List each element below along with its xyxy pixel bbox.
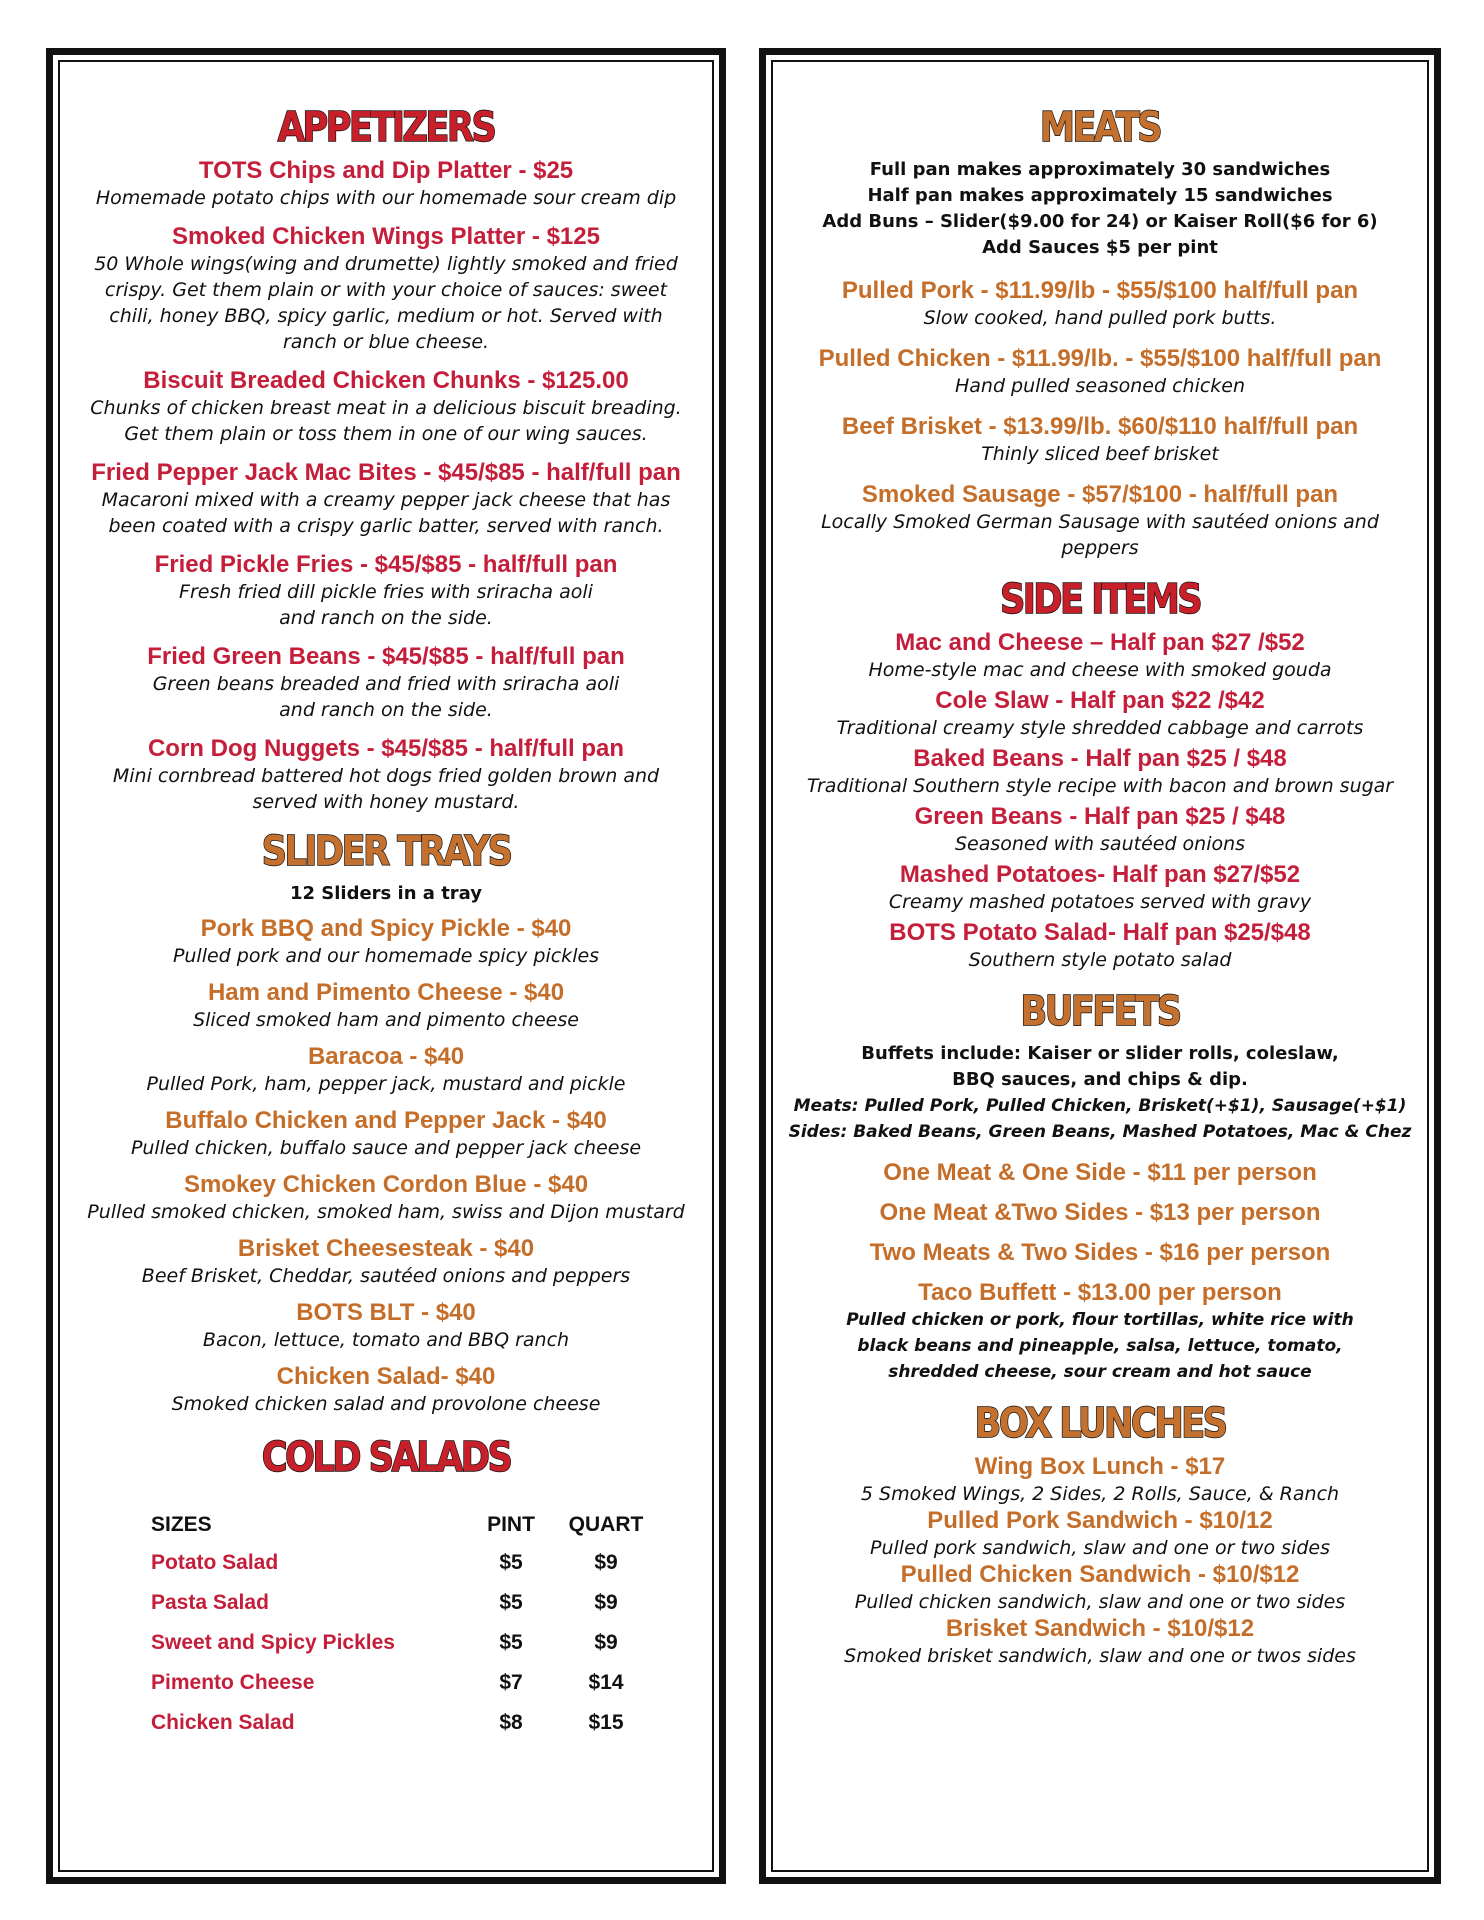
list-item	[788, 803, 1412, 857]
table-row	[151, 1543, 651, 1583]
item-name: Wing Box Lunch - $17	[974, 1453, 1226, 1480]
item-name: Pork BBQ and Spicy Pickle - $40	[200, 915, 572, 942]
buffets-list	[788, 1159, 1412, 1267]
list-item	[75, 1107, 697, 1161]
list-item	[788, 345, 1412, 399]
item-name: Fried Green Beans - $45/$85 - half/full pan	[147, 643, 625, 670]
side-items-title: SIDE ITEMS	[999, 575, 1201, 623]
item-description: Pulled pork sandwich, slaw and one or two sides	[870, 1537, 1330, 1559]
item-name: BOTS BLT - $40	[296, 1299, 476, 1326]
pint-price: $7	[499, 1671, 523, 1694]
list-item	[788, 277, 1412, 331]
list-item	[788, 861, 1412, 915]
item-description: 50 Whole wings(wing and drumette) lightly smoked and fried crispy. Get them plain or with your choice of sauces: sweet chili, honey BBQ, spicy garlic, medium or hot. Served with ranch or blue cheese.	[94, 253, 678, 353]
list-item	[788, 1453, 1412, 1507]
table-header-row	[151, 1507, 651, 1543]
slider-trays-note: 12 Sliders in a tray	[289, 883, 483, 904]
item-description: Smoked chicken salad and provolone cheese	[171, 1393, 601, 1415]
item-description: Locally Smoked German Sausage with sautéed onions and peppers	[821, 511, 1379, 559]
meats-title: MEATS	[1039, 103, 1161, 151]
quart-price: $14	[588, 1671, 624, 1694]
list-item	[75, 459, 697, 539]
item-description: Hand pulled seasoned chicken	[954, 375, 1246, 397]
meats-list	[788, 277, 1412, 561]
list-item	[788, 745, 1412, 799]
quart-price: $9	[594, 1631, 618, 1654]
item-name: Pulled Chicken - $11.99/lb. - $55/$100 half/full pan	[818, 345, 1382, 372]
item-name: Brisket Cheesesteak - $40	[237, 1235, 535, 1262]
item-description: Thinly sliced beef brisket	[981, 443, 1219, 465]
item-name: Mashed Potatoes- Half pan $27/$52	[899, 861, 1301, 888]
list-item	[788, 1159, 1412, 1187]
right-menu-panel	[759, 48, 1441, 1884]
list-item	[75, 1043, 697, 1097]
list-item	[75, 1299, 697, 1353]
item-name: Beef Brisket - $13.99/lb. $60/$110 half/full pan	[841, 413, 1359, 440]
item-name: One Meat &Two Sides - $13 per person	[879, 1199, 1321, 1226]
pint-price: $5	[499, 1551, 523, 1574]
item-name: Two Meats & Two Sides - $16 per person	[869, 1239, 1331, 1266]
pint-price: $5	[499, 1591, 523, 1614]
item-description: Pulled pork and our homemade spicy pickles	[172, 945, 600, 967]
item-description: Macaroni mixed with a creamy pepper jack cheese that has been coated with a crispy garlic batter, served with ranch.	[101, 489, 671, 537]
list-item	[75, 551, 697, 631]
salad-name: Sweet and Spicy Pickles	[151, 1631, 395, 1654]
item-name: TOTS Chips and Dip Platter - $25	[198, 157, 574, 184]
list-item	[788, 1239, 1412, 1267]
table-row	[151, 1703, 651, 1743]
side-items-list	[788, 629, 1412, 973]
item-name: Brisket Sandwich - $10/$12	[945, 1615, 1255, 1642]
item-description: Chunks of chicken breast meat in a delicious biscuit breading. Get them plain or toss them in one of our wing sauces.	[90, 397, 682, 445]
table-row	[151, 1583, 651, 1623]
cold-salads-title: COLD SALADS	[261, 1433, 511, 1481]
box-lunches-list	[788, 1453, 1412, 1669]
list-item	[75, 1235, 697, 1289]
slider-trays-list	[75, 915, 697, 1417]
slider-trays-title: SLIDER TRAYS	[261, 827, 511, 875]
item-description: Pulled chicken, buffalo sauce and pepper jack cheese	[130, 1137, 642, 1159]
list-item	[788, 1615, 1412, 1669]
list-item	[75, 643, 697, 723]
col-sizes-header: SIZES	[151, 1513, 212, 1536]
list-item	[788, 1561, 1412, 1615]
item-name: Fried Pepper Jack Mac Bites - $45/$85 - half/full pan	[91, 459, 681, 486]
item-name: Mac and Cheese – Half pan $27 /$52	[895, 629, 1305, 656]
item-description: Mini cornbread battered hot dogs fried golden brown and served with honey mustard.	[112, 765, 660, 813]
buffets-meats-sides: Meats: Pulled Pork, Pulled Chicken, Brisket(+$1), Sausage(+$1) Sides: Baked Beans, Green Beans, Mashed Potatoes, Mac & Chez	[788, 1096, 1412, 1142]
item-description: Fresh fried dill pickle fries with sriracha aoli and ranch on the side.	[179, 581, 593, 629]
item-name: Baked Beans - Half pan $25 / $48	[913, 745, 1287, 772]
item-description: Homemade potato chips with our homemade sour cream dip	[95, 187, 677, 209]
salad-name: Chicken Salad	[151, 1711, 295, 1734]
item-name: Smoked Sausage - $57/$100 - half/full pan	[861, 481, 1339, 508]
list-item	[75, 1363, 697, 1417]
list-item	[788, 919, 1412, 973]
item-name: BOTS Potato Salad- Half pan $25/$48	[889, 919, 1311, 946]
item-name: Pulled Pork - $11.99/lb - $55/$100 half/full pan	[841, 277, 1359, 304]
item-name: Corn Dog Nuggets - $45/$85 - half/full pan	[147, 735, 625, 762]
meats-note: Full pan makes approximately 30 sandwiches Half pan makes approximately 15 sandwiches Add Buns – Slider($9.00 for 24) or Kaiser Roll($6 for 6) Add Sauces $5 per pint	[822, 159, 1378, 258]
item-name: Ham and Pimento Cheese - $40	[207, 979, 565, 1006]
item-name: Smoked Chicken Wings Platter - $125	[172, 223, 600, 250]
list-item	[75, 735, 697, 815]
item-description: Beef Brisket, Cheddar, sautéed onions and peppers	[141, 1265, 631, 1287]
table-row	[151, 1623, 651, 1663]
item-description: Sliced smoked ham and pimento cheese	[193, 1009, 579, 1031]
list-item	[75, 1171, 697, 1225]
item-description: Southern style potato salad	[968, 949, 1232, 971]
salad-name: Pasta Salad	[151, 1591, 269, 1614]
item-name: Fried Pickle Fries - $45/$85 - half/full pan	[154, 551, 618, 578]
appetizers-title: APPETIZERS	[277, 103, 495, 151]
salad-rows	[151, 1543, 651, 1743]
pint-price: $8	[499, 1711, 523, 1734]
item-name: One Meat & One Side - $11 per person	[883, 1159, 1317, 1186]
buffets-title: BUFFETS	[1020, 987, 1180, 1035]
list-item	[788, 1507, 1412, 1561]
item-description: Pulled smoked chicken, smoked ham, swiss and Dijon mustard	[87, 1201, 685, 1223]
quart-price: $15	[588, 1711, 624, 1734]
item-name: Buffalo Chicken and Pepper Jack - $40	[165, 1107, 607, 1134]
salad-name: Potato Salad	[151, 1551, 279, 1574]
list-item	[75, 157, 697, 211]
item-name: Biscuit Breaded Chicken Chunks - $125.00	[143, 367, 629, 394]
item-description: Slow cooked, hand pulled pork butts.	[923, 307, 1277, 329]
item-description: Green beans breaded and fried with sriracha aoli and ranch on the side.	[152, 673, 620, 721]
list-item	[75, 367, 697, 447]
list-item	[788, 1199, 1412, 1227]
salad-name: Pimento Cheese	[151, 1671, 315, 1694]
item-description: Pulled Pork, ham, pepper jack, mustard and pickle	[146, 1073, 626, 1095]
pint-price: $5	[499, 1631, 523, 1654]
item-description: Creamy mashed potatoes served with gravy	[888, 891, 1312, 913]
quart-price: $9	[594, 1551, 618, 1574]
table-row	[151, 1663, 651, 1703]
cold-salads-table	[151, 1507, 651, 1743]
item-name: Green Beans - Half pan $25 / $48	[914, 803, 1286, 830]
list-item	[788, 629, 1412, 683]
item-name: Chicken Salad- $40	[276, 1363, 496, 1390]
list-item	[788, 413, 1412, 467]
buffets-note: Buffets include: Kaiser or slider rolls, coleslaw, BBQ sauces, and chips & dip.	[861, 1043, 1339, 1090]
item-description: Smoked brisket sandwich, slaw and one or twos sides	[844, 1645, 1356, 1667]
item-description: Bacon, lettuce, tomato and BBQ ranch	[202, 1329, 570, 1351]
left-menu-panel	[46, 48, 726, 1884]
item-name: Cole Slaw - Half pan $22 /$42	[935, 687, 1265, 714]
list-item	[75, 915, 697, 969]
item-name: Baracoa - $40	[307, 1043, 465, 1070]
item-description: Seasoned with sautéed onions	[954, 833, 1246, 855]
quart-price: $9	[594, 1591, 618, 1614]
item-description: Home-style mac and cheese with smoked gouda	[868, 659, 1332, 681]
item-description: Traditional creamy style shredded cabbage and carrots	[836, 717, 1364, 739]
taco-buffet-name: Taco Buffett - $13.00 per person	[918, 1279, 1282, 1306]
list-item	[75, 223, 697, 355]
item-description: Traditional Southern style recipe with bacon and brown sugar	[806, 775, 1394, 797]
appetizers-list	[75, 157, 697, 815]
list-item	[788, 1279, 1412, 1385]
item-name: Pulled Chicken Sandwich - $10/$12	[900, 1561, 1300, 1588]
item-description: Pulled chicken sandwich, slaw and one or two sides	[854, 1591, 1346, 1613]
list-item	[75, 979, 697, 1033]
list-item	[788, 481, 1412, 561]
box-lunches-title: BOX LUNCHES	[974, 1399, 1226, 1447]
col-pint-header: PINT	[487, 1513, 535, 1536]
item-name: Pulled Pork Sandwich - $10/12	[927, 1507, 1273, 1534]
list-item	[788, 687, 1412, 741]
col-quart-header: QUART	[568, 1513, 644, 1536]
item-name: Smokey Chicken Cordon Blue - $40	[183, 1171, 589, 1198]
item-description: 5 Smoked Wings, 2 Sides, 2 Rolls, Sauce, & Ranch	[860, 1483, 1340, 1505]
taco-buffet-desc: Pulled chicken or pork, flour tortillas, white rice with black beans and pineapple, salsa, lettuce, tomato, shredded cheese, sour cream and hot sauce	[846, 1310, 1354, 1382]
